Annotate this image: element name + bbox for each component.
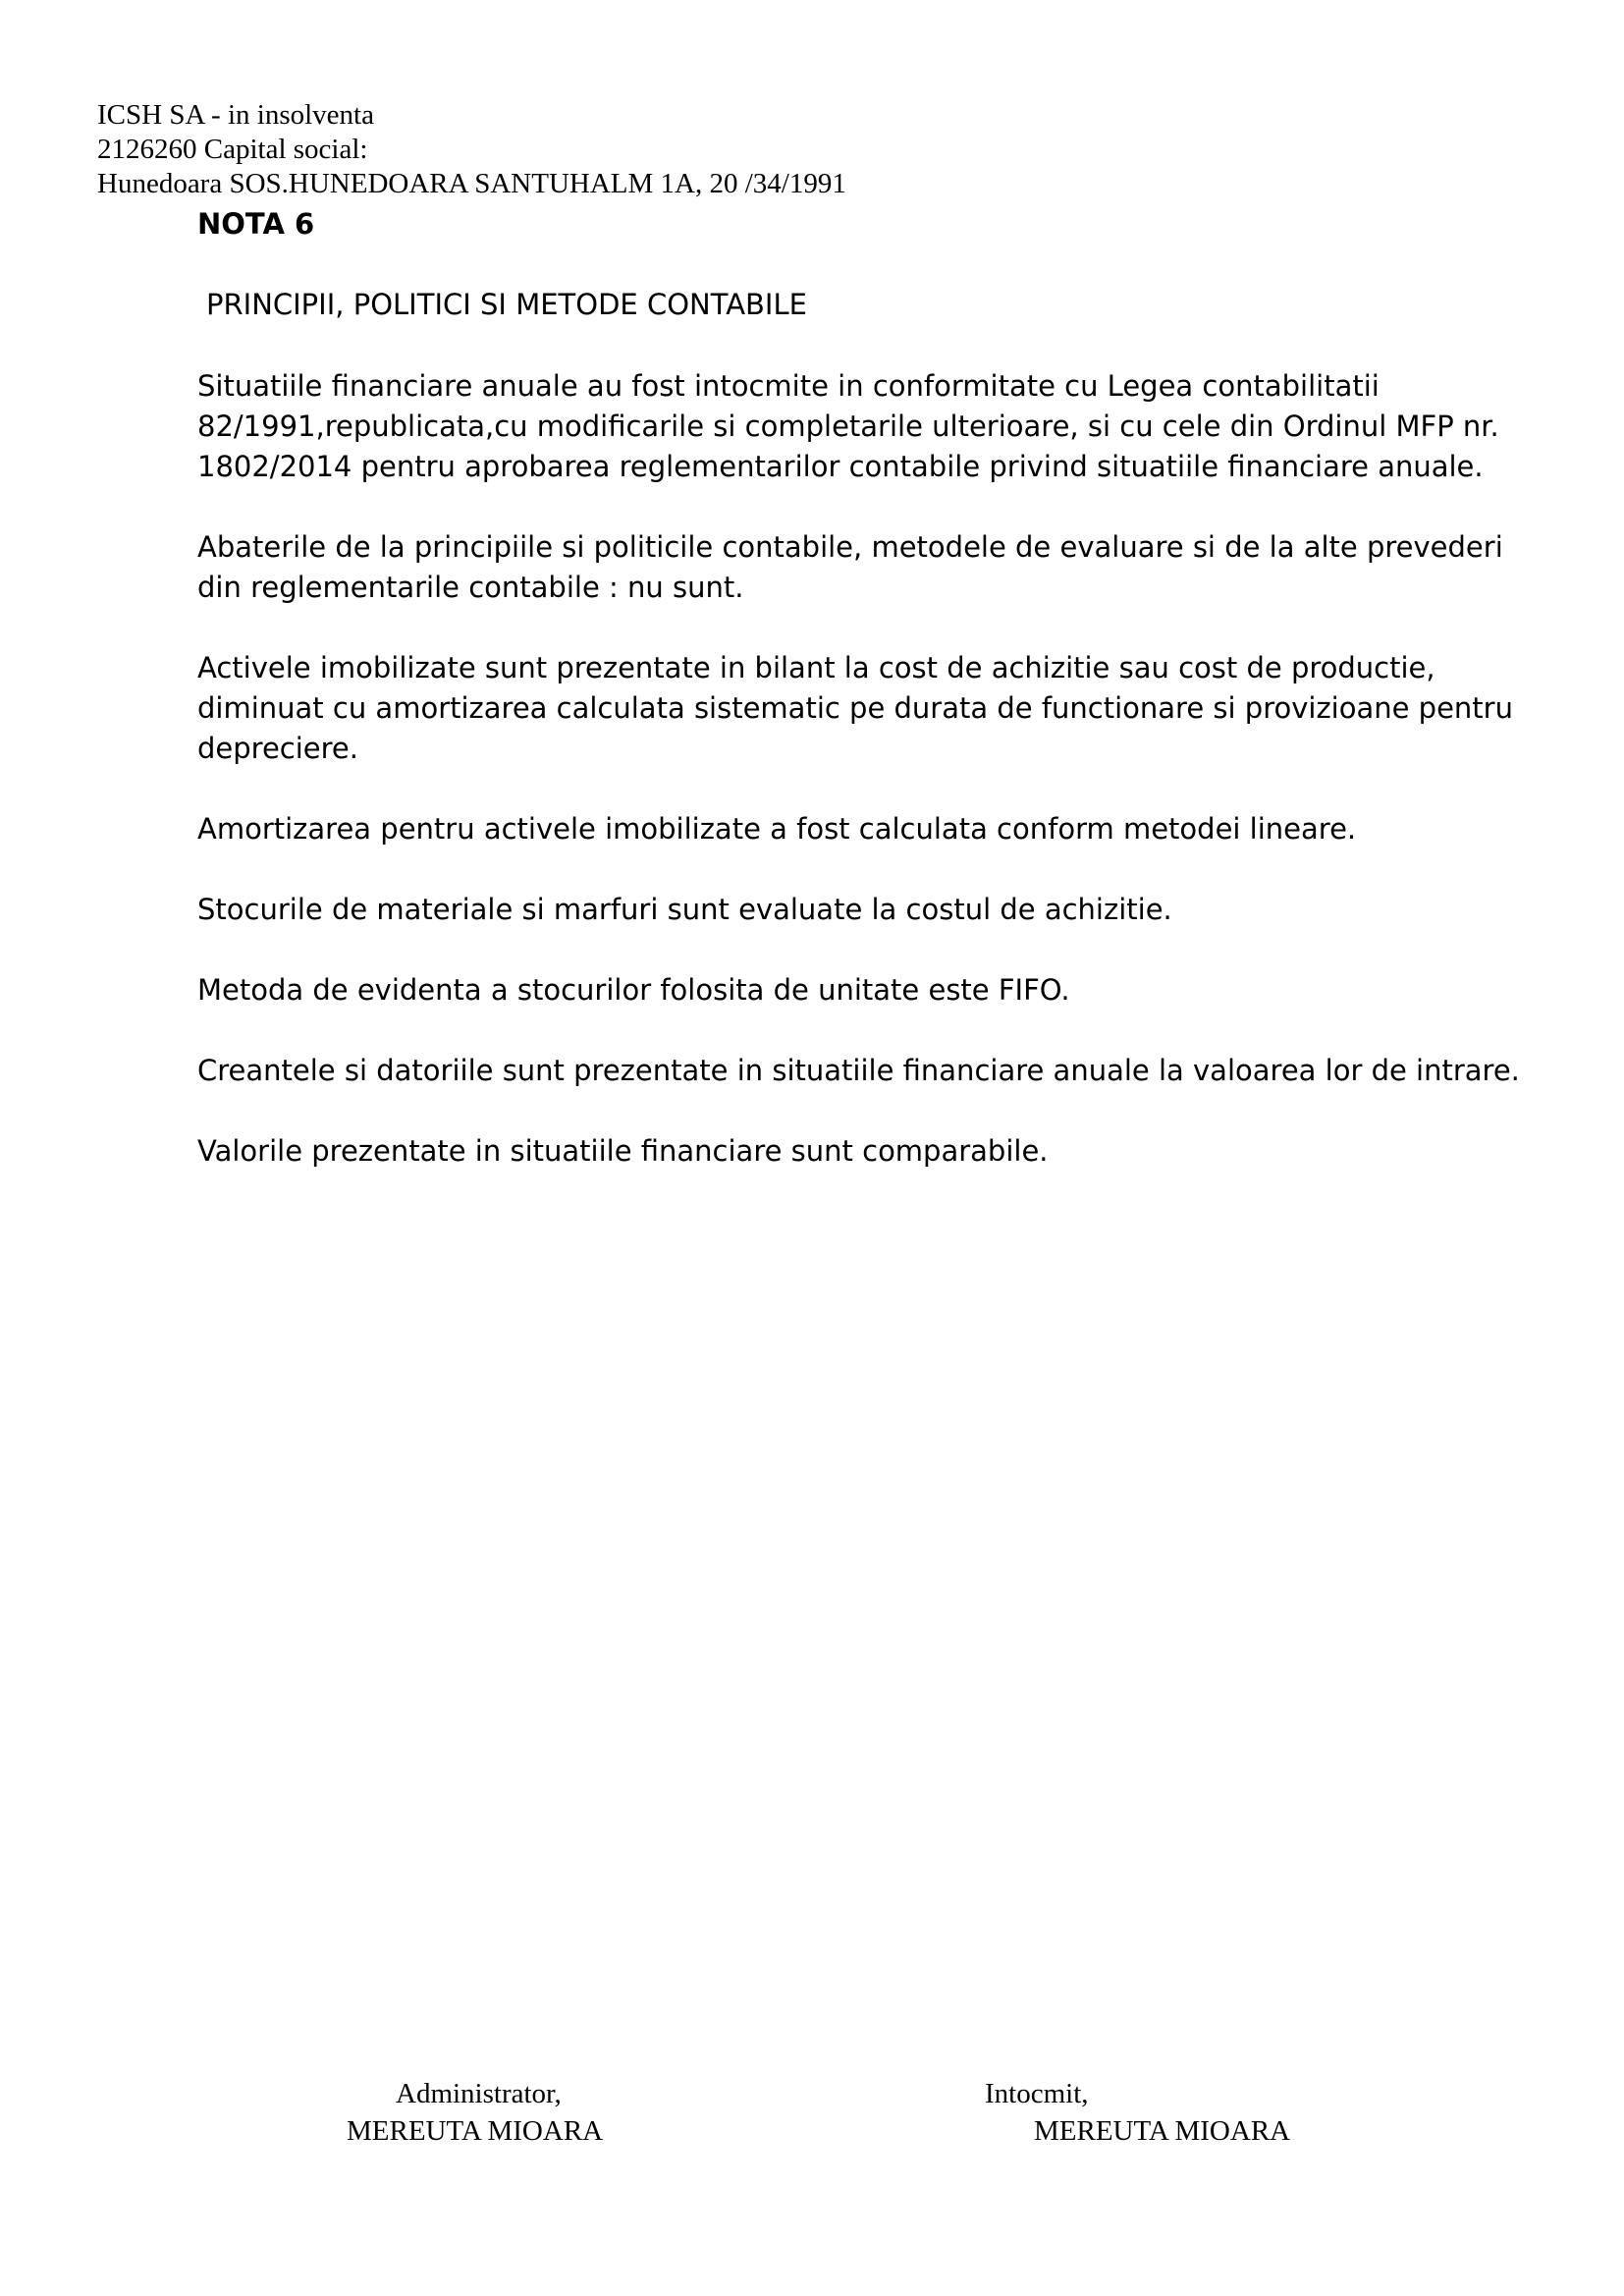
prepared-by-signature <box>985 2075 1290 2150</box>
paragraph-line: din reglementarile contabile : nu sunt. <box>197 571 744 604</box>
company-registration: 2126260 Capital social: <box>97 134 368 165</box>
signature-role: Intocmit, <box>985 2078 1089 2109</box>
note-body <box>197 366 1552 1212</box>
administrator-signature <box>347 2075 603 2150</box>
paragraph-inventory-valuation <box>197 890 1552 930</box>
signature-name: MEREUTA MIOARA <box>347 2115 604 2147</box>
company-address: Hunedoara SOS.HUNEDOARA SANTUHALM 1A, 20 /34/1991 <box>97 168 846 199</box>
paragraph-fixed-assets <box>197 648 1552 769</box>
paragraph-line: Amortizarea pentru activele imobilizate a fost calculata conform metodei lineare. <box>197 812 1357 846</box>
paragraph-line: Situatiile financiare anuale au fost intocmite in conformitate cu Legea contabilitatii <box>197 369 1380 403</box>
signature-role: Administrator, <box>396 2078 562 2109</box>
company-header <box>97 98 846 201</box>
paragraph-legal-basis <box>197 366 1552 487</box>
paragraph-line: Activele imobilizate sunt prezentate in bilant la cost de achizitie sau cost de productie, <box>197 651 1435 684</box>
company-name: ICSH SA - in insolventa <box>97 99 374 131</box>
paragraph-line: Abaterile de la principiile si politicile contabile, metodele de evaluare si de la alte prevederi <box>197 530 1503 564</box>
paragraph-line: Creantele si datoriile sunt prezentate in situatiile financiare anuale la valoarea lor de intrare. <box>197 1054 1520 1087</box>
paragraph-receivables <box>197 1051 1552 1091</box>
paragraph-line: diminuat cu amortizarea calculata sistematic pe durata de functionare si provizioane pentru <box>197 691 1513 725</box>
paragraph-line: 1802/2014 pentru aprobarea reglementarilor contabile privind situatiile financiare anuale. <box>197 450 1484 483</box>
paragraph-line: depreciere. <box>197 732 358 765</box>
signature-name: MEREUTA MIOARA <box>1034 2115 1291 2147</box>
paragraph-line: Valorile prezentate in situatiile financiare sunt comparabile. <box>197 1134 1049 1168</box>
section-title: PRINCIPII, POLITICI SI METODE CONTABILE <box>206 288 807 321</box>
paragraph-line: Metoda de evidenta a stocurilor folosita de unitate este FIFO. <box>197 973 1070 1007</box>
paragraph-comparability <box>197 1131 1552 1172</box>
paragraph-depreciation <box>197 809 1552 849</box>
paragraph-inventory-method <box>197 970 1552 1011</box>
paragraph-deviations <box>197 527 1552 608</box>
paragraph-line: 82/1991,republicata,cu modificarile si completarile ulterioare, si cu cele din Ordinul MFP nr. <box>197 410 1499 443</box>
paragraph-line: Stocurile de materiale si marfuri sunt evaluate la costul de achizitie. <box>197 893 1172 926</box>
note-title: NOTA 6 <box>197 207 315 241</box>
